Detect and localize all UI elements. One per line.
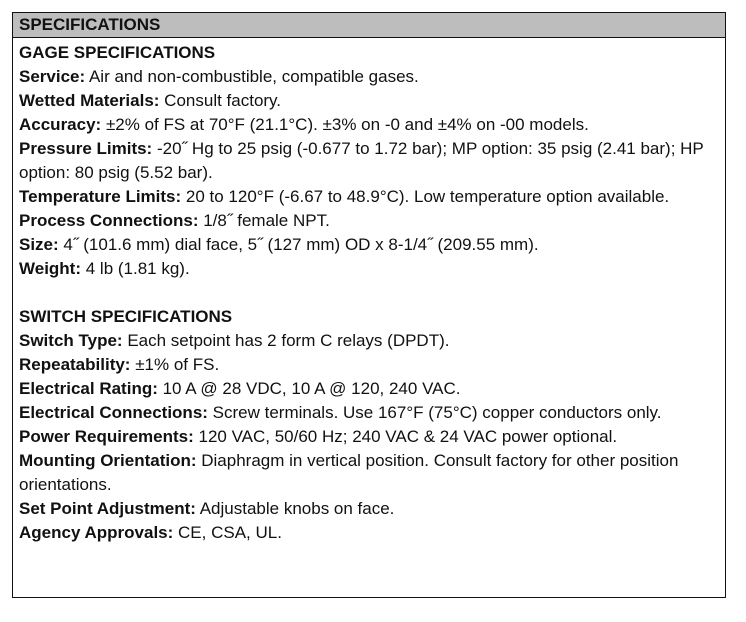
spec-label: Service:	[19, 67, 86, 86]
spec-label: Electrical Connections:	[19, 403, 208, 422]
specifications-body	[13, 38, 725, 545]
switch-specifications-title: SWITCH SPECIFICATIONS	[19, 307, 233, 326]
spec-label: Size:	[19, 235, 59, 254]
spec-label: Temperature Limits:	[19, 187, 182, 206]
spec-value: 120 VAC, 50/60 Hz; 240 VAC & 24 VAC power optional.	[193, 427, 618, 446]
spec-label: Pressure Limits:	[19, 139, 153, 158]
spec-value: ±1% of FS.	[130, 355, 220, 374]
spec-value: 4 lb (1.81 kg).	[81, 259, 190, 278]
spec-value: Adjustable knobs on face.	[195, 499, 395, 518]
spec-value: Each setpoint has 2 form C relays (DPDT).	[122, 331, 450, 350]
spec-pressure-limits	[19, 137, 719, 185]
spec-label: Electrical Rating:	[19, 379, 158, 398]
spec-value: 20 to 120°F (-6.67 to 48.9°C). Low temperature option available.	[181, 187, 670, 206]
spec-power-requirements	[19, 425, 719, 449]
spec-label: Weight:	[19, 259, 82, 278]
spec-wetted-materials	[19, 89, 719, 113]
spec-value: Air and non-combustible, compatible gases.	[85, 67, 419, 86]
spec-label: Accuracy:	[19, 115, 102, 134]
spec-repeatability	[19, 353, 719, 377]
spec-electrical-rating	[19, 377, 719, 401]
spec-label: Mounting Orientation:	[19, 451, 197, 470]
spec-label: Agency Approvals:	[19, 523, 174, 542]
spec-electrical-connections	[19, 401, 719, 425]
section-spacer	[19, 281, 719, 305]
spec-label: Repeatability:	[19, 355, 131, 374]
spec-value: Consult factory.	[159, 91, 282, 110]
spec-label: Switch Type:	[19, 331, 123, 350]
spec-label: Power Requirements:	[19, 427, 194, 446]
spec-label: Process Connections:	[19, 211, 199, 230]
spec-value: Diaphragm in vertical position. Consult factory for other position orientations.	[19, 451, 679, 494]
specifications-header: SPECIFICATIONS	[13, 13, 725, 38]
spec-switch-type	[19, 329, 719, 353]
spec-label: Wetted Materials:	[19, 91, 160, 110]
spec-mounting-orientation	[19, 449, 719, 497]
spec-weight	[19, 257, 719, 281]
specifications-table	[12, 12, 726, 598]
spec-value: Screw terminals. Use 167°F (75°C) copper conductors only.	[207, 403, 662, 422]
spec-process-connections	[19, 209, 719, 233]
spec-agency-approvals	[19, 521, 719, 545]
gage-specifications-title: GAGE SPECIFICATIONS	[19, 43, 216, 62]
spec-label: Set Point Adjustment:	[19, 499, 196, 518]
spec-value: ±2% of FS at 70°F (21.1°C). ±3% on -0 and ±4% on -00 models.	[101, 115, 589, 134]
spec-value: CE, CSA, UL.	[173, 523, 282, 542]
spec-service	[19, 65, 719, 89]
spec-value: -20˝ Hg to 25 psig (-0.677 to 1.72 bar); MP option: 35 psig (2.41 bar); HP option: 80 psig (5.52 bar).	[19, 139, 704, 182]
spec-value: 1/8˝ female NPT.	[198, 211, 330, 230]
spec-accuracy	[19, 113, 719, 137]
spec-value: 10 A @ 28 VDC, 10 A @ 120, 240 VAC.	[157, 379, 461, 398]
spec-set-point-adjustment	[19, 497, 719, 521]
spec-temperature-limits	[19, 185, 719, 209]
spec-value: 4˝ (101.6 mm) dial face, 5˝ (127 mm) OD x 8-1/4˝ (209.55 mm).	[58, 235, 539, 254]
spec-size	[19, 233, 719, 257]
